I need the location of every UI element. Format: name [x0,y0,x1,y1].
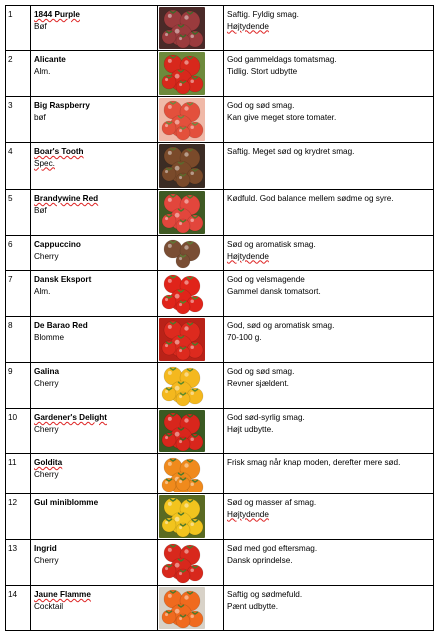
tomato-photo [159,318,205,361]
table-row [6,363,434,409]
description-cell [224,540,434,586]
description-line-1: Saftig og sødmefuld. [227,590,303,599]
variety-name: Gardener's Delight [34,413,107,422]
table-row [6,190,434,236]
variety-name: Cappuccino [34,240,81,249]
row-number: 7 [6,271,31,317]
description-line-2: 70-100 g. [227,332,262,342]
variety-type: Cherry [34,424,59,434]
description-line-1: Sød og masser af smag. [227,498,317,507]
variety-cell [31,586,158,631]
variety-name: Boar's Tooth [34,147,84,156]
photo-cell [158,586,224,631]
table-row [6,586,434,631]
table-row [6,409,434,454]
photo-cell [158,540,224,586]
description-cell [224,271,434,317]
variety-name: Big Raspberry [34,101,90,110]
variety-type: Alm. [34,66,51,76]
description-line-1: Frisk smag når knap moden, derefter mere sød. [227,458,401,467]
description-line-2: Pænt udbytte. [227,601,278,611]
description-cell [224,317,434,363]
description-line-1: Saftig. Meget sød og krydret smag. [227,147,355,156]
row-number: 8 [6,317,31,363]
tomato-photo [159,237,205,269]
variety-type: Spec. [34,158,55,168]
tomato-photo [159,541,205,584]
description-line-1: Sød og aromatisk smag. [227,240,316,249]
table-body [6,6,434,631]
variety-type: Cherry [34,378,59,388]
description-cell [224,6,434,51]
tomato-photo [159,98,205,141]
variety-type: Bøf [34,205,47,215]
tomato-photo [159,587,205,629]
description-cell [224,51,434,97]
row-number: 13 [6,540,31,586]
tomato-photo [159,144,205,188]
variety-name: Alicante [34,55,66,64]
tomato-photo [159,410,205,452]
variety-cell [31,6,158,51]
row-number: 3 [6,97,31,143]
variety-type: Cherry [34,555,59,565]
row-number: 6 [6,236,31,271]
variety-type: Blomme [34,332,65,342]
description-cell [224,494,434,540]
photo-cell [158,271,224,317]
description-line-2: Højtydende [227,509,269,519]
description-line-1: God, sød og aromatisk smag. [227,321,335,330]
photo-cell [158,317,224,363]
description-line-2: Højtydende [227,21,269,31]
tomato-photo [159,272,205,315]
description-line-1: God gammeldags tomatsmag. [227,55,337,64]
description-line-1: God sød-syrlig smag. [227,413,305,422]
description-line-2: Tidlig. Stort udbytte [227,66,298,76]
variety-cell [31,540,158,586]
description-line-1: God og velsmagende [227,275,305,284]
variety-cell [31,97,158,143]
description-cell [224,363,434,409]
description-cell [224,97,434,143]
description-line-1: God og sød smag. [227,101,295,110]
variety-name: Goldita [34,458,63,467]
row-number: 11 [6,454,31,494]
variety-cell [31,236,158,271]
variety-name: Ingrid [34,544,57,553]
description-line-1: God og sød smag. [227,367,295,376]
row-number: 10 [6,409,31,454]
table-row [6,540,434,586]
photo-cell [158,363,224,409]
photo-cell [158,494,224,540]
variety-name: De Barao Red [34,321,88,330]
description-cell [224,586,434,631]
description-line-2: Dansk oprindelse. [227,555,293,565]
description-cell [224,454,434,494]
row-number: 12 [6,494,31,540]
photo-cell [158,409,224,454]
variety-cell [31,454,158,494]
variety-type: bøf [34,112,46,122]
variety-type: Cherry [34,469,59,479]
row-number: 9 [6,363,31,409]
table-row [6,143,434,190]
photo-cell [158,454,224,494]
row-number: 14 [6,586,31,631]
table-row [6,494,434,540]
variety-cell [31,494,158,540]
table-row [6,317,434,363]
tomato-photo [159,52,205,95]
row-number: 4 [6,143,31,190]
variety-type: Cocktail [34,601,64,611]
description-line-2: Højt udbytte. [227,424,274,434]
table-row [6,236,434,271]
tomato-photo [159,191,205,234]
variety-name: Jaune Flamme [34,590,91,599]
tomato-photo [159,455,205,492]
table-row [6,97,434,143]
description-line-1: Sød med god eftersmag. [227,544,318,553]
photo-cell [158,190,224,236]
tomato-photo [159,495,205,538]
variety-name: Brandywine Red [34,194,99,203]
variety-cell [31,143,158,190]
description-cell [224,143,434,190]
description-line-2: Gammel dansk tomatsort. [227,286,321,296]
description-cell [224,190,434,236]
photo-cell [158,236,224,271]
variety-cell [31,190,158,236]
variety-type: Cherry [34,251,59,261]
description-line-2: Revner sjældent. [227,378,289,388]
row-number: 2 [6,51,31,97]
photo-cell [158,51,224,97]
table-row [6,454,434,494]
description-line-1: Kødfuld. God balance mellem sødme og syre. [227,194,394,203]
variety-type: Alm. [34,286,51,296]
table-row [6,271,434,317]
description-line-2: Kan give meget store tomater. [227,112,337,122]
variety-name: Galina [34,367,60,376]
table-row [6,51,434,97]
variety-cell [31,363,158,409]
photo-cell [158,97,224,143]
photo-cell [158,143,224,190]
variety-name: 1844 Purple [34,10,80,19]
tomato-photo [159,364,205,407]
variety-type: Bøf [34,21,47,31]
row-number: 1 [6,6,31,51]
table-row [6,6,434,51]
row-number: 5 [6,190,31,236]
description-cell [224,409,434,454]
variety-cell [31,409,158,454]
description-line-2: Højtydende [227,251,269,261]
tomato-variety-table [5,5,434,631]
photo-cell [158,6,224,51]
description-cell [224,236,434,271]
description-line-1: Saftig. Fyldig smag. [227,10,299,19]
tomato-photo [159,7,205,49]
variety-cell [31,317,158,363]
variety-cell [31,51,158,97]
variety-name: Gul miniblomme [34,498,99,507]
variety-cell [31,271,158,317]
variety-name: Dansk Eksport [34,275,92,284]
